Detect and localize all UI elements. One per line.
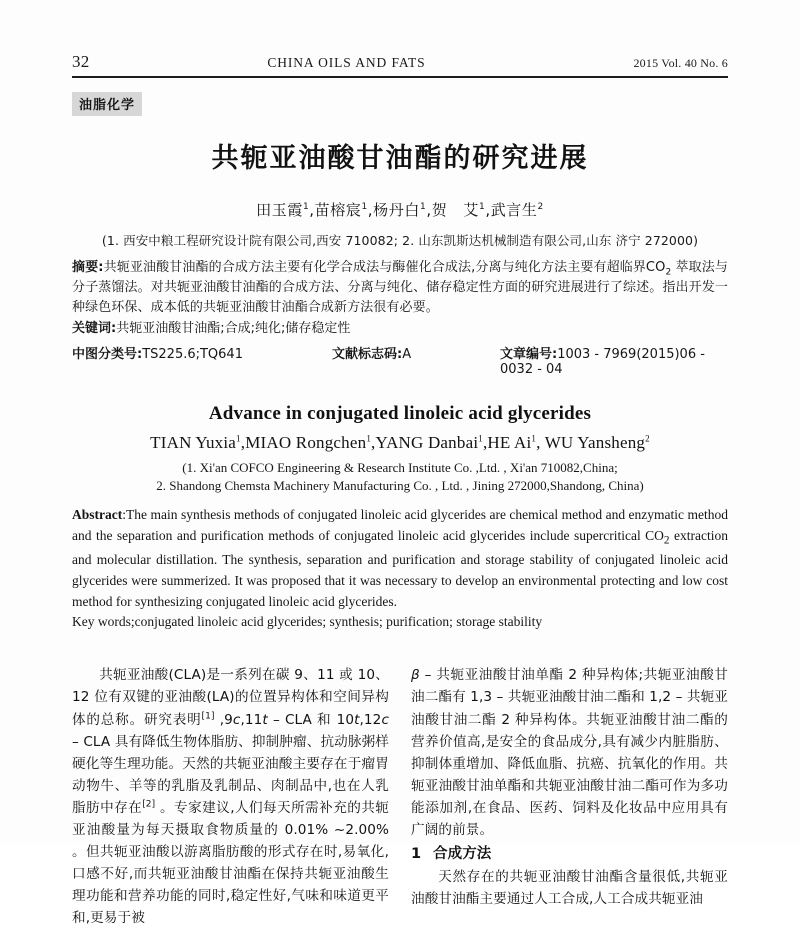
section-heading-1-number: 1 — [411, 845, 422, 862]
author-3: 杨丹白$^1$ — [373, 201, 427, 219]
doccode-value: A — [402, 346, 412, 362]
clc-value: TS225.6;TQ641 — [142, 346, 243, 362]
section-category-tag: 油脂化学 — [72, 92, 142, 116]
right-column-paragraph-1: β – 共轭亚油酸甘油单酯 2 种异构体;共轭亚油酸甘油二酯有 1,3 – 共轭亚油酸甘油二酯和 1,2 – 共轭亚油酸甘油二酯 2 种异构体。共轭亚油酸甘油二酯的营养价值高,是安全的食品成分,具有减少内脏脂肪、抑制体重增加、降低血脂、抗癌、抗氧化的作用。共轭亚油酸甘油单酯和共轭亚油酸甘油二酯可作为多功能添加剂,在食品、医药、饲料及化妆品中应用具有广阔的前景。 — [411, 667, 728, 838]
chinese-keywords-label: 关键词: — [72, 321, 117, 337]
page-title: 共轭亚油酸甘油酯的研究进展 — [211, 143, 589, 174]
body-columns — [72, 664, 728, 928]
journal-name: CHINA OILS AND FATS — [267, 55, 426, 70]
left-column-paragraph-1: 共轭亚油酸(CLA)是一系列在碳 9、11 或 10、12 位有双键的亚油酸(LA)的位置异构体和空间异构体的总称。研究表明[1] ,9c,11t – CLA 和 10t,12c – CLA 具有降低生物体脂肪、抑制肿瘤、抗动脉粥样硬化等生理功能。天然的共轭亚油酸主要存在于瘤胃动物牛、羊等的乳脂及乳制品、肉制品中,也在人乳脂肪中存在[2] 。专家建议,人们每天所需补充的共轭亚油酸量为每天摄取食物质量的 0.01% ~2.00% 。但共轭亚油酸以游离脂肪酸的形式存在时,易氧化,口感不好,而共轭亚油酸甘油酯在保持共轭亚油酸生理功能和营养功能的同时,稳定性好,气味和味道更平和,更易于被 — [72, 667, 390, 926]
english-author-list: TIAN Yuxia$^1$,MIAO Rongchen$^1$,YANG Danbai$^1$,HE Ai$^1$, WU Yansheng$^2$ — [150, 432, 650, 452]
left-column — [72, 664, 389, 928]
en-author-4-marker: 1 — [531, 433, 537, 444]
english-affiliation-line-1: (1. Xi'an COFCO Engineering & Research Institute Co. ,Ltd. , Xi'an 710082,China; — [182, 459, 618, 475]
articleid-value: 1003 - 7969(2015)06 - 0032 - 04 — [500, 346, 705, 377]
author-1-affil-marker: 1 — [302, 202, 310, 212]
citation-ref-2: [2] — [142, 799, 156, 810]
author-1: 田玉霞$^1$ — [256, 201, 310, 219]
english-keywords-label: Key words — [72, 614, 131, 630]
chinese-author-list: 田玉霞$^1$,苗榕宸$^1$,杨丹白$^1$,贺 艾$^1$,武言生$^2$ — [256, 201, 544, 219]
clc-number — [72, 343, 332, 377]
english-affiliation-line-2: 2. Shandong Chemsta Machinery Manufacturing Co. , Ltd. , Jining 272000,Shandong, China) — [156, 478, 644, 494]
document-code — [332, 343, 500, 377]
en-author-1: TIAN Yuxia$^1$ — [150, 432, 241, 452]
section-heading-1 — [411, 843, 728, 866]
chinese-affiliation: (1. 西安中粮工程研究设计院有限公司,西安 710082; 2. 山东凯斯达机械制造有限公司,山东 济宁 272000) — [101, 233, 699, 248]
en-author-3-marker: 1 — [478, 433, 483, 444]
chinese-keywords-text: 共轭亚油酸甘油酯;合成;纯化;储存稳定性 — [116, 321, 351, 337]
citation-ref-1: [1] — [201, 710, 215, 721]
clc-label: 中图分类号: — [72, 346, 143, 362]
co2-subscript-en: 2 — [663, 534, 670, 547]
page-content — [72, 0, 728, 929]
en-author-3: YANG Danbai$^1$ — [375, 432, 483, 452]
english-abstract-label: Abstract — [72, 506, 123, 522]
en-author-2-marker: 1 — [366, 433, 372, 444]
co2-subscript: 2 — [665, 267, 672, 278]
english-affiliation — [72, 459, 728, 496]
publication-metadata — [72, 343, 728, 377]
section-heading-1-title: 合成方法 — [433, 845, 492, 862]
english-abstract-text: :The main synthesis methods of conjugated linoleic acid glycerides are chemical method and enzymatic method and the separation and purification methods of conjugated linoleic acid glycerides include supercritical $CO_2$ extraction and molecular distillation. The synthesis, separation and purification and storage stability of conjugated linoleic acid glycerides were summerized. It was proposed that it was necessary to develop an environmental protecting and low cost method for synthesizing conjugated linoleic acid glycerides. — [72, 506, 728, 609]
articleid-label: 文章编号: — [500, 346, 558, 362]
author-4-affil-marker: 1 — [479, 202, 486, 212]
author-2-affil-marker: 1 — [361, 202, 368, 212]
chinese-keywords — [72, 319, 728, 339]
chinese-abstract-text: 共轭亚油酸甘油酯的合成方法主要有化学合成法与酶催化合成法,分离与纯化方法主要有超临界$CO_2$ 萃取法与分子蒸馏法。对共轭亚油酸甘油酯的合成方法、分离与纯化、储存稳定性方面的研究进展进行了综述。指出开发一种绿色环保、成本低的共轭亚油酸甘油酯合成新方法很有必要。 — [72, 260, 729, 315]
header-rule — [72, 76, 728, 78]
page-number: 32 — [72, 52, 90, 71]
author-3-affil-marker: 1 — [419, 202, 427, 212]
english-keywords — [72, 614, 728, 630]
author-5: 武言生$^2$ — [490, 201, 544, 219]
issue-info: 2015 Vol. 40 No. 6 — [633, 56, 728, 70]
english-abstract — [72, 505, 728, 613]
right-column — [411, 664, 728, 928]
author-4: 贺 艾$^1$ — [431, 201, 486, 219]
en-author-5-marker: 2 — [645, 433, 650, 444]
english-title: Advance in conjugated linoleic acid glycerides — [208, 402, 592, 424]
chinese-abstract — [72, 258, 728, 317]
author-5-affil-marker: 2 — [537, 202, 544, 212]
running-head — [72, 0, 728, 72]
chinese-abstract-label: 摘要: — [72, 260, 104, 275]
en-author-5: WU Yansheng$^2$ — [544, 432, 650, 452]
right-column-paragraph-2: 天然存在的共轭亚油酸甘油酯含量很低,共轭亚油酸甘油酯主要通过人工合成,人工合成共轭亚油 — [411, 869, 728, 908]
en-author-2: MIAO Rongchen$^1$ — [245, 432, 372, 452]
en-author-1-marker: 1 — [236, 433, 241, 444]
english-keywords-text: ;conjugated linoleic acid glycerides; synthesis; purification; storage stability — [130, 614, 543, 630]
author-2: 苗榕宸$^1$ — [314, 201, 368, 219]
article-id — [500, 343, 728, 377]
doccode-label: 文献标志码: — [332, 346, 403, 362]
en-author-4: HE Ai$^1$ — [487, 432, 537, 452]
